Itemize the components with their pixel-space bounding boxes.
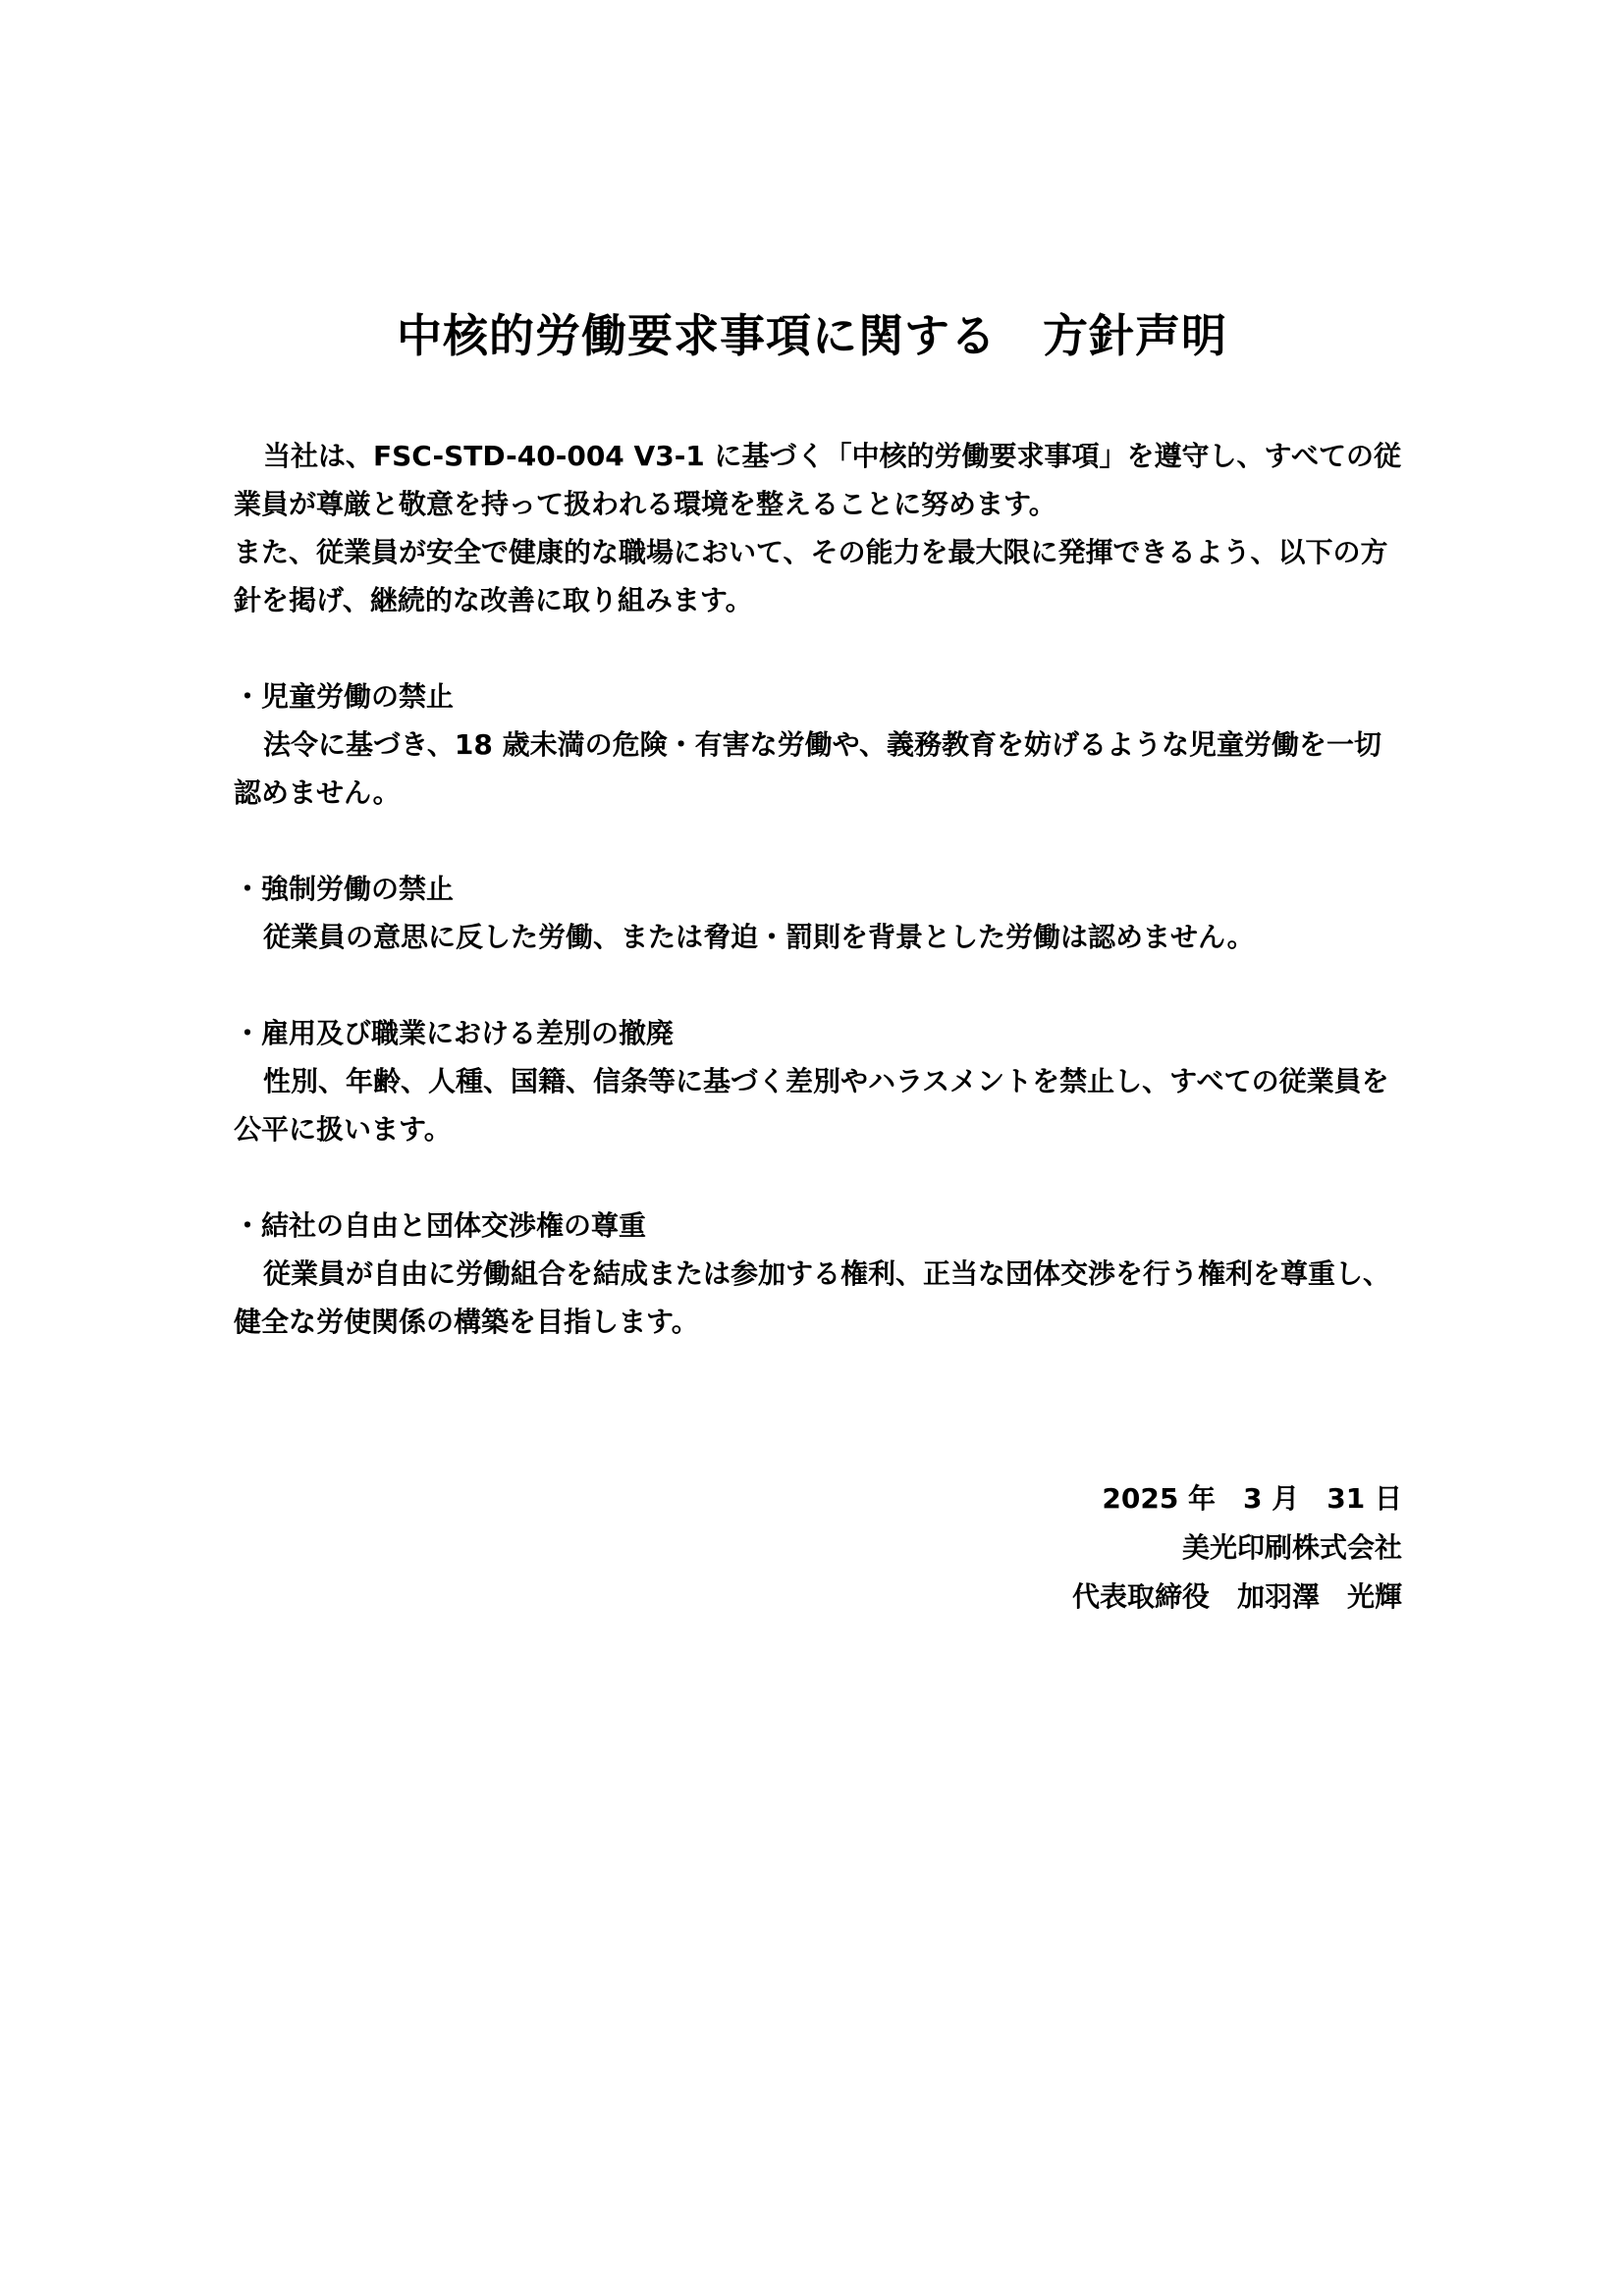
intro-paragraph-1: 当社は、FSC-STD-40-004 V3-1 に基づく「中核的労働要求事項」を遵守し、すべての従業員が尊厳と敬意を持って扱われる環境を整えることに努めます。 xyxy=(234,440,1401,520)
signature-representative: 代表取締役 加羽澤 光輝 xyxy=(1071,1580,1402,1613)
section-text: 従業員が自由に労働組合を結成または参加する権利、正当な団体交渉を行う権利を尊重し、健全な労使関係の構築を目指します。 xyxy=(234,1257,1391,1338)
intro-paragraph-2: また、従業員が安全で健康的な職場において、その能力を最大限に発揮できるよう、以下の方針を掲げ、継続的な改善に取り組みます。 xyxy=(234,536,1388,616)
spacer xyxy=(234,817,1402,865)
section-heading: ・結社の自由と団体交渉権の尊重 xyxy=(234,1209,647,1242)
section-text: 従業員の意思に反した労働、または脅迫・罰則を背景とした労働は認めません。 xyxy=(263,921,1255,953)
section-heading: ・強制労働の禁止 xyxy=(234,873,455,905)
section-child-labor xyxy=(234,672,1402,817)
spacer xyxy=(234,1153,1402,1201)
section-text: 性別、年齢、人種、国籍、信条等に基づく差別やハラスメントを禁止し、すべての従業員を公平に扱います。 xyxy=(234,1065,1389,1146)
spacer xyxy=(234,624,1402,672)
spacer xyxy=(234,961,1402,1009)
section-heading: ・児童労働の禁止 xyxy=(234,680,455,713)
section-discrimination xyxy=(234,1009,1402,1153)
document-title: 中核的労働要求事項に関する 方針声明 xyxy=(397,309,1227,362)
section-forced-labor xyxy=(234,865,1402,961)
section-freedom-of-association xyxy=(234,1201,1402,1346)
signature-company: 美光印刷株式会社 xyxy=(1181,1531,1402,1564)
section-heading: ・雇用及び職業における差別の撤廃 xyxy=(234,1017,675,1049)
section-text: 法令に基づき、18 歳未満の危険・有害な労働や、義務教育を妨げるような児童労働を一切認めません。 xyxy=(234,728,1382,809)
signature-date: 2025 年 3 月 31 日 xyxy=(1102,1482,1402,1515)
document-body xyxy=(234,432,1402,1346)
signature-block xyxy=(1072,1474,1402,1622)
